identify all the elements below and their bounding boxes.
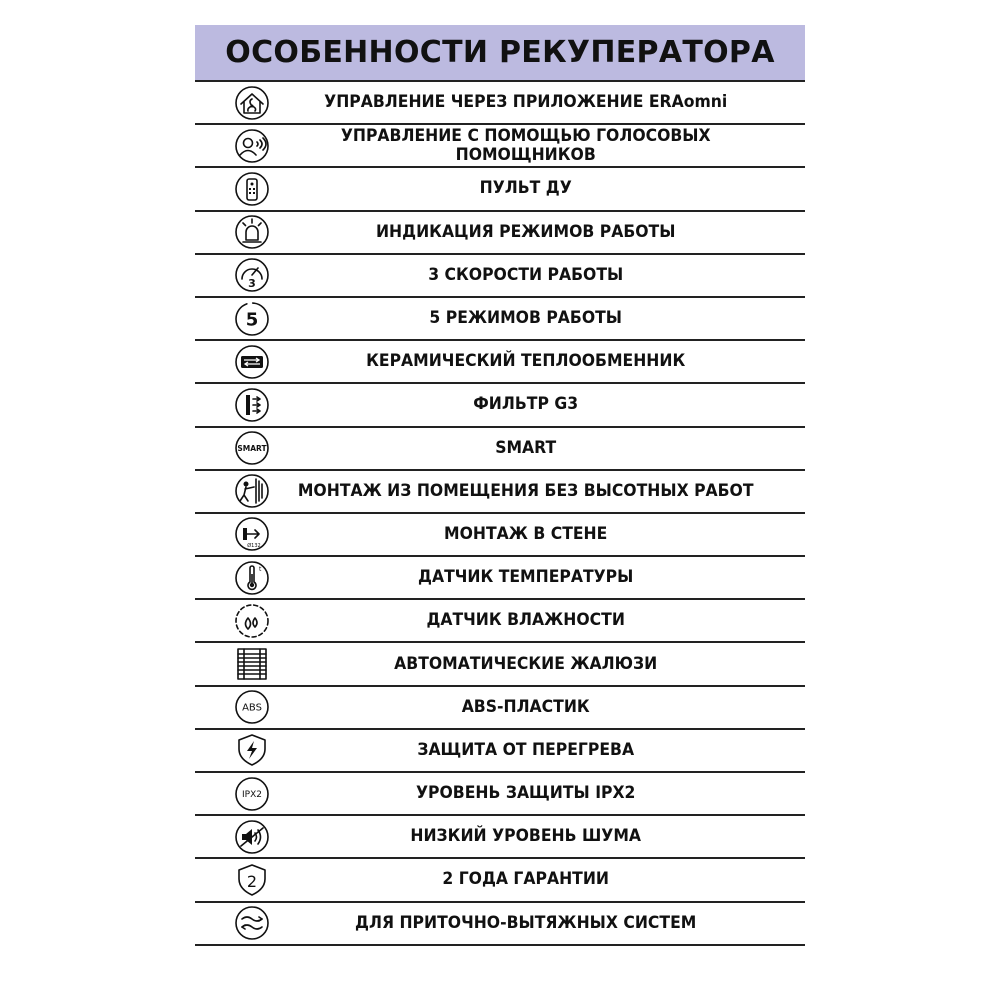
feature-label: МОНТАЖ ИЗ ПОМЕЩЕНИЯ БЕЗ ВЫСОТНЫХ РАБОТ (297, 480, 754, 501)
wall-mount-icon (230, 514, 274, 555)
feature-row (195, 514, 805, 557)
feature-row (195, 384, 805, 427)
feature-label: ЗАЩИТА ОТ ПЕРЕГРЕВА (417, 739, 635, 760)
feature-row (195, 557, 805, 600)
feature-label: ПУЛЬТ ДУ (479, 178, 572, 199)
features-card (195, 25, 805, 946)
remote-control-icon (230, 168, 274, 209)
feature-row (195, 859, 805, 902)
feature-row (195, 600, 805, 643)
indicator-light-icon (230, 212, 274, 253)
feature-label: НИЗКИЙ УРОВЕНЬ ШУМА (410, 826, 642, 847)
warranty-icon (230, 859, 274, 900)
feature-row (195, 298, 805, 341)
feature-label: КЕРАМИЧЕСКИЙ ТЕПЛООБМЕННИК (366, 351, 686, 372)
fan-house-icon (230, 82, 274, 123)
heat-exchanger-icon (230, 341, 274, 382)
feature-row (195, 643, 805, 686)
feature-row (195, 730, 805, 773)
feature-row (195, 773, 805, 816)
svg-text:IPX2: IPX2 (242, 789, 262, 800)
shutters-icon (230, 644, 274, 685)
airflow-icon (230, 903, 274, 944)
feature-row (195, 341, 805, 384)
filter-icon (230, 384, 274, 425)
feature-label: ДАТЧИК ВЛАЖНОСТИ (426, 610, 625, 631)
feature-label: МОНТАЖ В СТЕНЕ (444, 523, 608, 544)
feature-label: ИНДИКАЦИЯ РЕЖИМОВ РАБОТЫ (375, 221, 676, 242)
modes-5-icon (230, 298, 274, 339)
feature-row (195, 903, 805, 946)
feature-label: ДЛЯ ПРИТОЧНО-ВЫТЯЖНЫХ СИСТЕМ (355, 912, 697, 933)
voice-assistant-icon (230, 125, 274, 166)
page-title: ОСОБЕННОСТИ РЕКУПЕРАТОРА (195, 25, 805, 82)
svg-text:2: 2 (246, 871, 258, 891)
indoor-install-icon (230, 471, 274, 512)
feature-row (195, 125, 805, 168)
thermometer-icon (230, 557, 274, 598)
feature-list (195, 82, 805, 946)
feature-row (195, 255, 805, 298)
feature-label: 5 РЕЖИМОВ РАБОТЫ (429, 308, 622, 329)
feature-row (195, 471, 805, 514)
svg-text:t: t (259, 565, 262, 573)
feature-row (195, 816, 805, 859)
humidity-icon (230, 600, 274, 641)
feature-label: SMART (495, 437, 557, 458)
smart-icon (230, 428, 274, 469)
feature-label: АВТОМАТИЧЕСКИЕ ЖАЛЮЗИ (394, 653, 658, 674)
svg-text:Ø132: Ø132 (247, 543, 261, 550)
feature-row (195, 428, 805, 471)
feature-label: 2 ГОДА ГАРАНТИИ (442, 869, 610, 890)
ipx2-icon (230, 773, 274, 814)
feature-label: 3 СКОРОСТИ РАБОТЫ (428, 264, 624, 285)
feature-label: ФИЛЬТР G3 (473, 394, 579, 415)
feature-row (195, 212, 805, 255)
svg-text:ABS: ABS (242, 702, 262, 714)
feature-label: УПРАВЛЕНИЕ С ПОМОЩЬЮ ГОЛОСОВЫХ ПОМОЩНИКОВ (340, 125, 711, 165)
feature-row (195, 82, 805, 125)
feature-label: УРОВЕНЬ ЗАЩИТЫ IPX2 (415, 783, 636, 804)
speed-3-icon (230, 255, 274, 296)
svg-text:SMART: SMART (237, 444, 267, 454)
feature-label: УПРАВЛЕНИЕ ЧЕРЕЗ ПРИЛОЖЕНИЕ ERAomni (324, 92, 728, 113)
svg-text:3: 3 (248, 277, 256, 291)
svg-text:5: 5 (245, 309, 259, 331)
feature-row (195, 687, 805, 730)
feature-row (195, 168, 805, 211)
feature-label: ДАТЧИК ТЕМПЕРАТУРЫ (418, 567, 634, 588)
abs-icon (230, 687, 274, 728)
feature-label: ABS-ПЛАСТИК (461, 696, 590, 717)
low-noise-icon (230, 816, 274, 857)
overheat-shield-icon (230, 730, 274, 771)
